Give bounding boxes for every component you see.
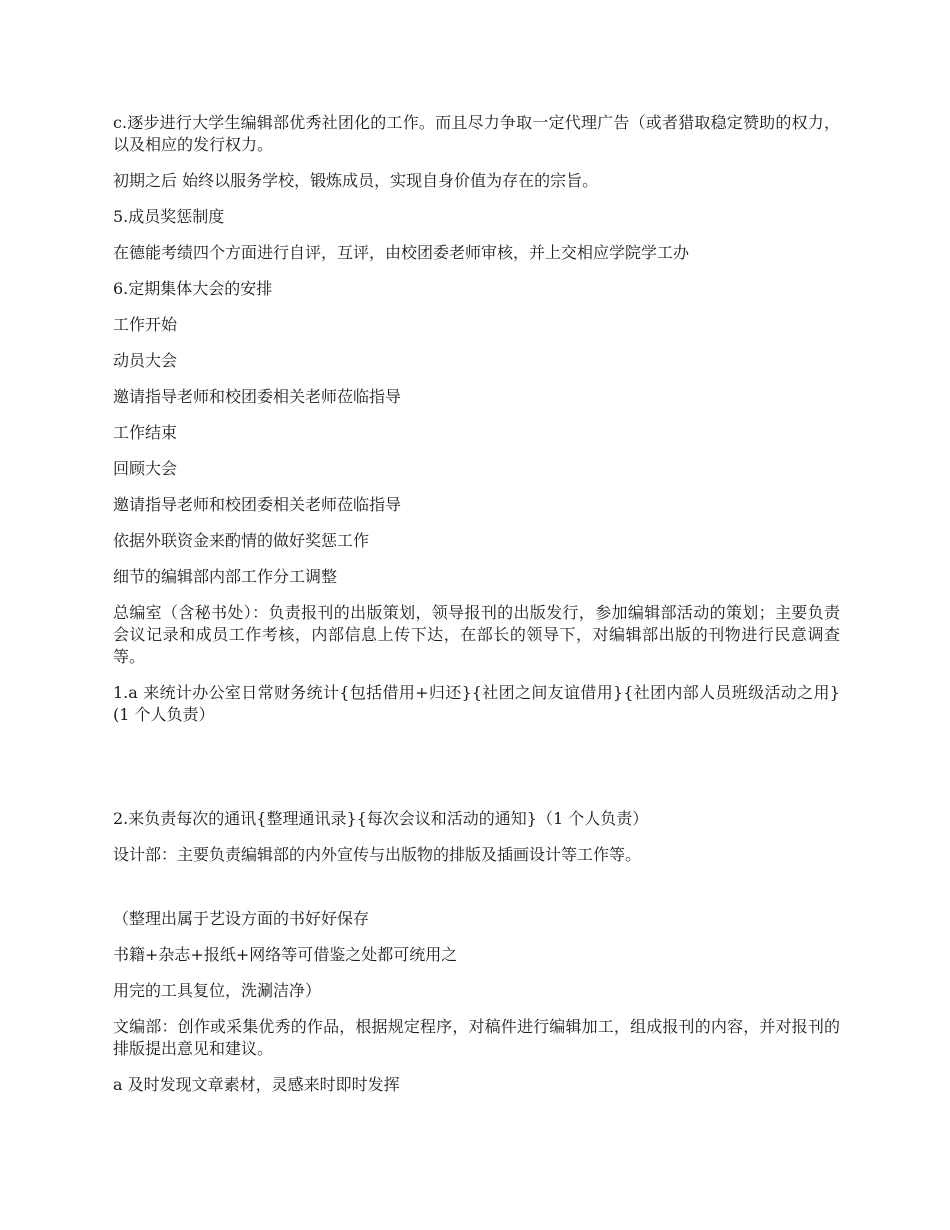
list-item-kickoff-meeting: 动员大会 bbox=[113, 351, 178, 370]
paragraph-tools-cleanup: 用完的工具复位，洗涮洁净） bbox=[113, 981, 322, 1000]
list-item-invite-teachers: 邀请指导老师和校团委相关老师莅临指导 bbox=[113, 387, 402, 406]
paragraph-design-dept: 设计部：主要负责编辑部的内外宣传与出版物的排版及插画设计等工作等。 bbox=[113, 845, 642, 864]
paragraph-editorial-office: 总编室（含秘书处）：负责报刊的出版策划，领导报刊的出版发行，参加编辑部活动的策划；主要负责会议记录和成员工作考核，内部信息上传下达，在部长的领导下，对编辑部出版的刊物进行民意调查等。 bbox=[113, 603, 840, 666]
paragraph-writing-dept: 文编部：创作或采集优秀的作品，根据规定程序，对稿件进行编辑加工，组成报刊的内容，并对报刊的排版提出意见和建议。 bbox=[113, 1017, 840, 1058]
paragraph-finance-duty: 1.a 来统计办公室日常财务统计{包括借用+归还}{社团之间友谊借用}{社团内部人员班级活动之用}(1 个人负责） bbox=[113, 683, 840, 724]
paragraph-reference-materials: 书籍+杂志+报纸+网络等可借鉴之处都可统用之 bbox=[113, 945, 458, 964]
section-heading-meetings: 6.定期集体大会的安排 bbox=[113, 279, 273, 298]
document-page bbox=[113, 112, 840, 1110]
list-item-work-start: 工作开始 bbox=[113, 315, 178, 334]
list-item-invite-teachers-2: 邀请指导老师和校团委相关老师莅临指导 bbox=[113, 495, 402, 514]
list-item-rewards-funding: 依据外联资金来酌情的做好奖惩工作 bbox=[113, 531, 370, 550]
section-heading-rewards: 5.成员奖惩制度 bbox=[113, 207, 225, 226]
paragraph-organize-books: （整理出属于艺设方面的书好好保存 bbox=[113, 909, 370, 928]
paragraph-evaluation: 在德能考绩四个方面进行自评，互评，由校团委老师审核，并上交相应学院学工办 bbox=[113, 243, 690, 262]
paragraph-communication-duty: 2.来负责每次的通讯{整理通讯录}{每次会议和活动的通知}（1 个人负责） bbox=[113, 809, 649, 828]
list-item-work-end: 工作结束 bbox=[113, 423, 178, 442]
paragraph-purpose: 初期之后 始终以服务学校，锻炼成员，实现自身价值为存在的宗旨。 bbox=[113, 171, 599, 190]
paragraph-inspiration: a 及时发现文章素材，灵感来时即时发挥 bbox=[113, 1075, 400, 1094]
paragraph-goal-c: c.逐步进行大学生编辑部优秀社团化的工作。而且尽力争取一定代理广告（或者猎取稳定赞助的权力，以及相应的发行权力。 bbox=[113, 113, 840, 154]
list-item-division-of-labor: 细节的编辑部内部工作分工调整 bbox=[113, 567, 338, 586]
list-item-review-meeting: 回顾大会 bbox=[113, 459, 178, 478]
